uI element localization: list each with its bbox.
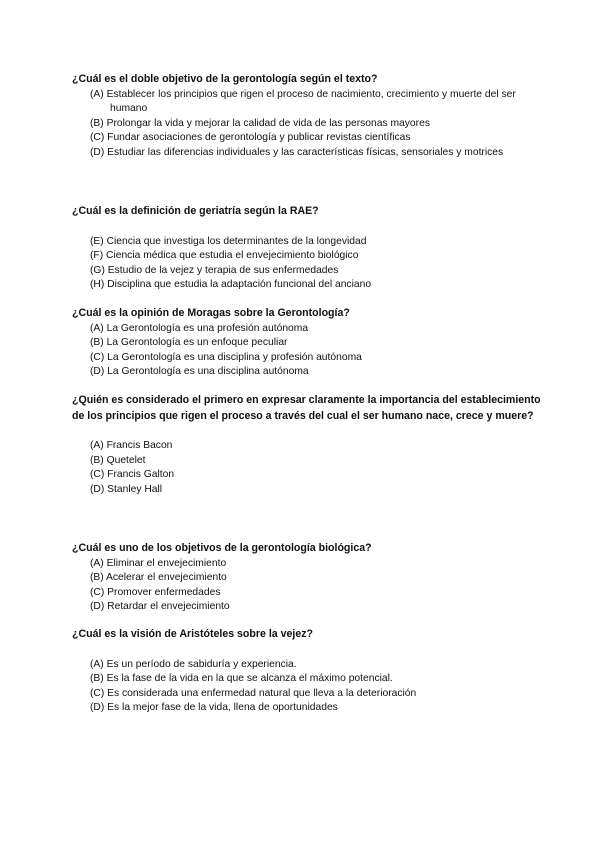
question-1 [72, 72, 542, 160]
option-a: (A) La Gerontología es una profesión autónoma [90, 322, 309, 334]
option-list [72, 235, 542, 293]
option-a: (A) Eliminar el envejecimiento [90, 557, 227, 569]
option-list [72, 658, 542, 716]
spacer [72, 424, 542, 439]
option-a: (A) Es un período de sabiduría y experiencia. [90, 658, 297, 670]
question-text: ¿Cuál es el doble objetivo de la gerontología según el texto? [72, 73, 378, 85]
option-d: (D) Es la mejor fase de la vida, llena de oportunidades [90, 702, 338, 714]
option-list [72, 322, 542, 380]
option-b: (B) Es la fase de la vida en la que se alcanza el máximo potencial. [90, 673, 393, 685]
question-text: ¿Cuál es la visión de Aristóteles sobre la vejez? [72, 628, 313, 640]
option-b: (B) La Gerontología es un enfoque peculiar [90, 337, 288, 349]
question-6 [72, 627, 542, 716]
option-b: (B) Prolongar la vida y mejorar la calidad de vida de las personas mayores [90, 117, 430, 129]
option-b: (B) Acelerar el envejecimiento [90, 572, 227, 584]
option-c: (C) La Gerontología es una disciplina y profesión autónoma [90, 351, 362, 363]
question-text: ¿Cuál es la opinión de Moragas sobre la Gerontología? [72, 307, 350, 319]
option-d: (D) La Gerontología es una disciplina autónoma [90, 366, 309, 378]
option-h: (H) Disciplina que estudia la adaptación funcional del anciano [90, 279, 372, 291]
question-text: ¿Quién es considerado el primero en expresar claramente la importancia del establecimiento de los principios que rigen el proceso a través del cual el ser humano nace, crece y muere? [72, 394, 541, 422]
option-c: (C) Promover enfermedades [90, 586, 221, 598]
question-2 [72, 204, 542, 293]
option-c: (C) Fundar asociaciones de gerontología y publicar revistas científicas [90, 132, 411, 144]
option-d: (D) Estudiar las diferencias individuales y las características físicas, sensoriales y motrices [90, 146, 504, 158]
option-g: (G) Estudio de la vejez y terapia de sus enfermedades [90, 264, 339, 276]
option-c: (C) Francis Galton [90, 469, 175, 481]
option-list [72, 88, 542, 161]
option-a: (A) Establecer los principios que rigen el proceso de nacimiento, crecimiento y muerte del ser humano [90, 88, 516, 115]
question-5 [72, 541, 542, 615]
option-list [72, 439, 542, 497]
spacer [72, 220, 542, 235]
option-d: (D) Retardar el envejecimiento [90, 601, 230, 613]
option-list [72, 557, 542, 615]
option-a: (A) Francis Bacon [90, 440, 173, 451]
question-4 [72, 393, 542, 497]
question-3 [72, 306, 542, 380]
option-f: (F) Ciencia médica que estudia el envejecimiento biológico [90, 250, 359, 262]
spacer [72, 643, 542, 658]
question-text: ¿Cuál es uno de los objetivos de la gerontología biológica? [72, 542, 372, 554]
option-c: (C) Es considerada una enfermedad natural que lleva a la deterioración [90, 687, 417, 699]
option-b: (B) Quetelet [90, 454, 146, 466]
option-e: (E) Ciencia que investiga los determinantes de la longevidad [90, 235, 367, 247]
question-text: ¿Cuál es la definición de geriatría según la RAE? [72, 205, 319, 217]
option-d: (D) Stanley Hall [90, 483, 163, 495]
